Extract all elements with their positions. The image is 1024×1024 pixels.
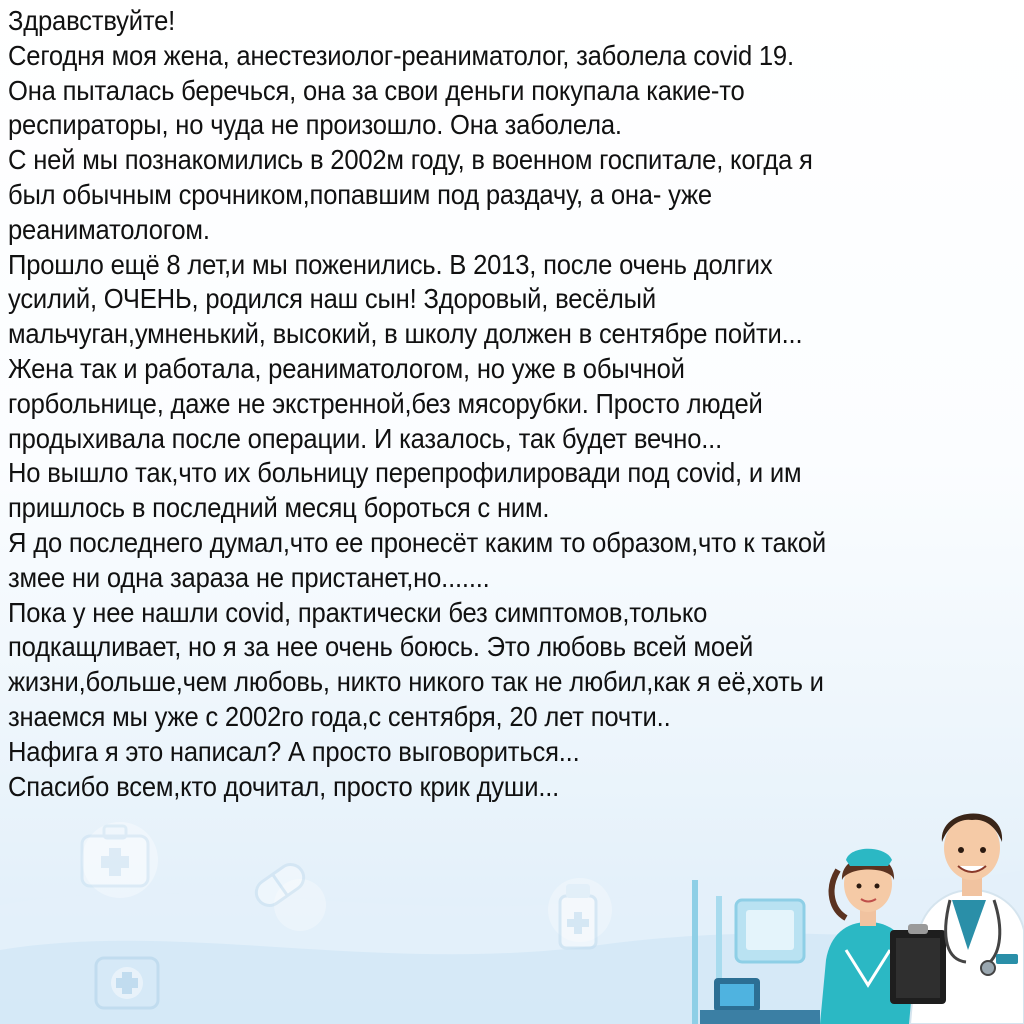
post-line: Спасибо всем,кто дочитал, просто крик души...: [8, 770, 560, 802]
iv-drip-icon: [692, 880, 820, 1024]
post-line: респираторы, но чуда не произошло. Она заболела.: [8, 109, 622, 141]
post-line: Жена так и работала, реаниматологом, но уже в обычной: [8, 352, 685, 384]
post-line: подкащливает, но я за нее очень боюсь. Это любовь всей моей: [8, 631, 754, 663]
doctor-figure: [890, 813, 1024, 1024]
post-line: Я до последнего думал,что ее пронесёт каким то образом,что к такой: [8, 526, 827, 558]
post-line: Нафига я это написал? А просто выговориться...: [8, 735, 580, 767]
post-line: Сегодня моя жена, анестезиолог-реаниматолог, заболела covid 19.: [8, 39, 794, 71]
post-line: усилий, ОЧЕНЬ, родился наш сын! Здоровый, весёлый: [8, 283, 656, 315]
post-line: Прошло ещё 8 лет,и мы поженились. В 2013, после очень долгих: [8, 248, 773, 280]
clipboard-icon: [890, 924, 946, 1004]
pill-capsule-icon: [251, 859, 309, 910]
post-line: реаниматологом.: [8, 213, 210, 245]
first-aid-kit-icon: [96, 958, 158, 1008]
post-line: был обычным срочником,попавшим под раздачу, а она- уже: [8, 178, 712, 210]
post-line: продыхивала после операции. И казалось, так будет вечно...: [8, 422, 723, 454]
first-aid-kit-icon: [82, 826, 148, 886]
post-line: Здравствуйте!: [8, 5, 176, 36]
post-line: мальчуган,умненький, высокий, в школу должен в сентябре пойти...: [8, 318, 803, 350]
post-line: горбольнице, даже не экстренной,без мясорубки. Просто людей: [8, 387, 763, 419]
post-line: Она пыталась беречься, она за свои деньги покупала какие-то: [8, 74, 745, 106]
post-line: змее ни одна зараза не пристанет,но.......: [8, 561, 490, 593]
post-line: жизни,больше,чем любовь, никто никого так не любил,как я её,хоть и: [8, 666, 824, 698]
post-line: С ней мы познакомились в 2002м году, в военном госпитале, когда я: [8, 144, 813, 176]
medicine-bottle-icon: [560, 884, 596, 948]
post-line: Пока у нее нашли covid, практически без симптомов,только: [8, 596, 708, 628]
post-line: пришлось в последний месяц бороться с ним.: [8, 492, 550, 524]
post-line: Но вышло так,что их больницу перепрофилировади под covid, и им: [8, 457, 802, 489]
post-line: знаемся мы уже с 2002го года,с сентября, 20 лет почти..: [8, 700, 671, 732]
